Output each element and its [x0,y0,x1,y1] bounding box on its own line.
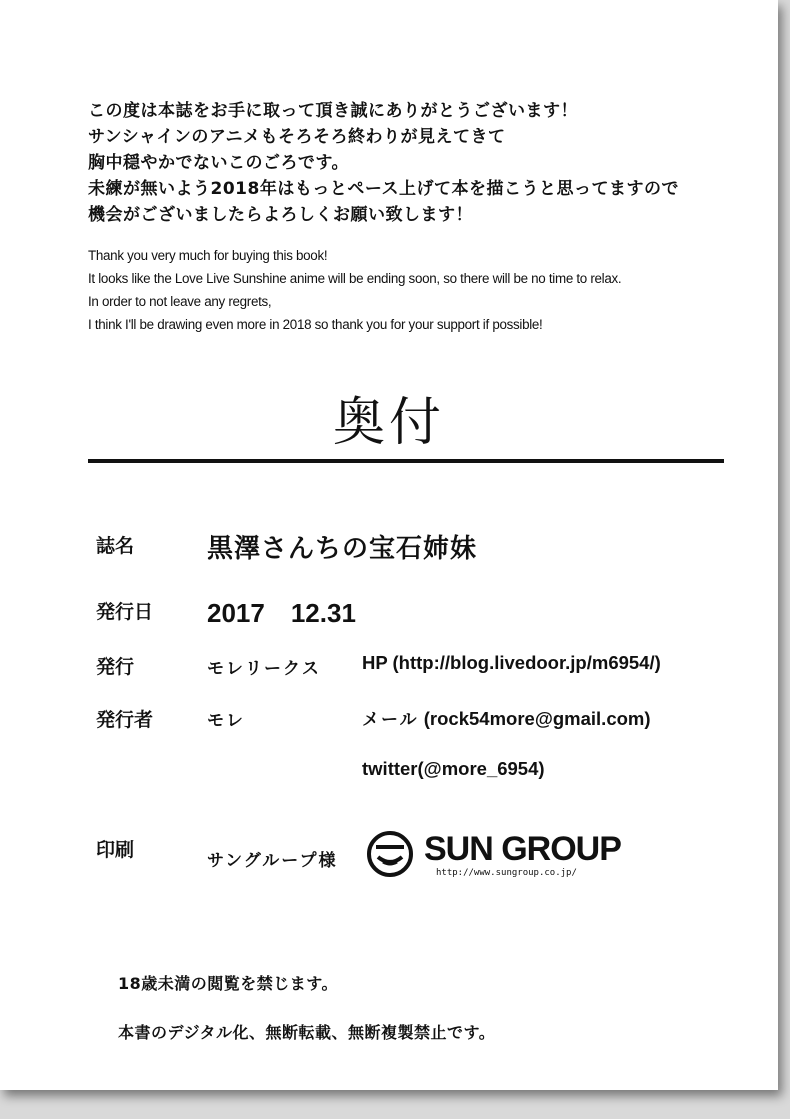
twitter-handle[interactable]: twitter(@more_6954) [362,758,545,779]
mail-label: メール [362,710,419,730]
english-message [88,244,738,336]
colophon-heading: 奥付 [332,393,445,453]
en-line: Thank you very much for buying this book! [88,248,328,263]
date-value: 2017 12.31 [207,598,356,628]
jp-line: サンシャインのアニメもそろそろ終わりが見えてきて [88,127,506,147]
author-label: 発行者 [96,709,154,731]
sun-group-emblem-icon [366,830,414,878]
jp-line: 機会がございましたらよろしくお願い致します！ [88,205,473,225]
en-line: It looks like the Love Live Sunshine anime will be ending soon, so there will be no time to relax. [88,271,622,286]
en-line: In order to not leave any regrets, [88,294,272,309]
mail-row [362,705,651,730]
title-value: 黒澤さんちの宝石姉妹 [207,534,478,564]
publisher-value: モレリークス [207,659,321,679]
age-notice: 18歳未満の閲覧を禁じます。 [118,974,338,993]
date-label: 発行日 [96,601,154,623]
copyright-notice: 本書のデジタル化、無断転載、無断複製禁止です。 [118,1023,496,1042]
print-label: 印刷 [96,839,135,861]
jp-line: 未練が無いよう2018年はもっとペース上げて本を描こうと思ってますので [88,179,679,199]
jp-line: 胸中穏やかでないこのごろです。 [88,153,349,173]
logo-url: http://www.sungroup.co.jp/ [436,868,577,878]
title-label: 誌名 [96,535,135,557]
logo-wordmark: SUN GROUP [424,830,621,868]
publisher-label: 発行 [96,656,135,678]
jp-line: この度は本誌をお手に取って頂き誠にありがとうございます！ [88,101,578,121]
en-line: I think I'll be drawing even more in 2018 so thank you for your support if possible! [88,317,543,332]
author-value: モレ [207,711,245,731]
homepage-link[interactable]: HP (http://blog.livedoor.jp/m6954/) [362,652,661,673]
mail-address[interactable]: (rock54more@gmail.com) [423,708,651,729]
print-value: サングループ様 [207,851,338,871]
japanese-message [88,98,708,228]
sun-group-logo [366,826,646,886]
heading-divider [88,459,724,463]
